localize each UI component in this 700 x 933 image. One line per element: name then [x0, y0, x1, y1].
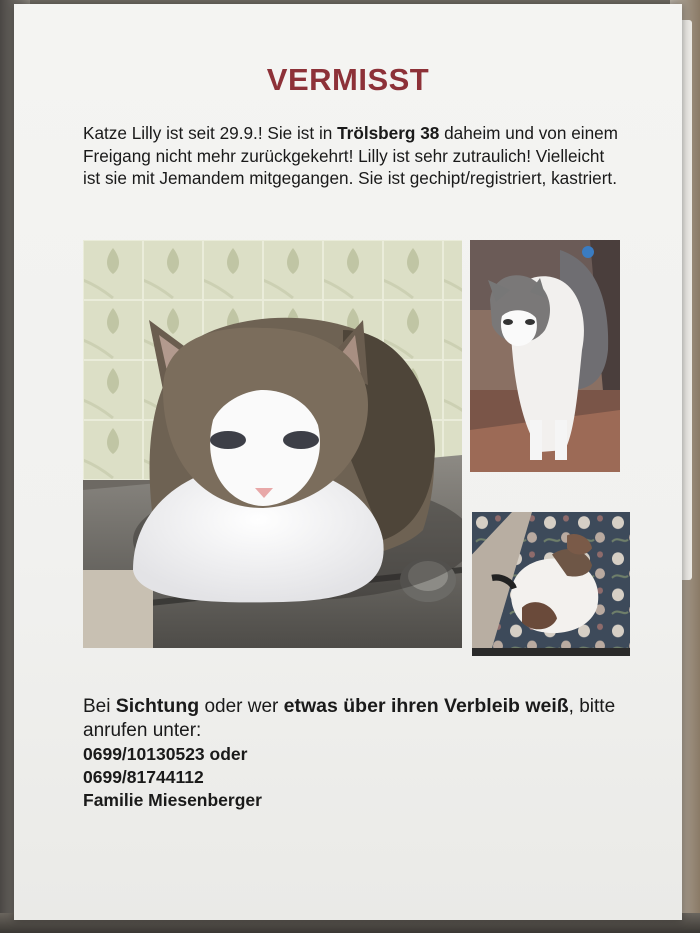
- contact-middle: oder wer: [199, 696, 284, 717]
- intro-part-1: Katze Lilly ist seit 29.9.! Sie ist in: [83, 123, 338, 143]
- intro-address: Trölsberg 38: [337, 123, 440, 143]
- intro-text: [83, 122, 623, 190]
- contact-knowledge: etwas über ihren Verbleib weiß: [283, 695, 569, 717]
- family-name: Familie Miesenberger: [83, 790, 262, 810]
- contact-lead: Bei: [83, 696, 116, 717]
- phone-number-2: 0699/81744112: [83, 767, 204, 787]
- cat-photo-main: [83, 240, 462, 648]
- missing-cat-flyer: [14, 4, 682, 920]
- contact-section: [83, 694, 643, 812]
- cat-photo-lying: [472, 512, 630, 656]
- contact-tail: , bitte anrufen unter:: [83, 696, 616, 741]
- phone-number-1: 0699/10130523 oder: [83, 744, 248, 764]
- contact-sighting: Sichtung: [115, 695, 200, 717]
- flyer-title: VERMISST: [266, 62, 430, 97]
- intro-part-2: daheim und von einem Freigang nicht mehr zurückgekehrt! Lilly ist sehr zutraulich! Vielleicht ist sie mit Jemandem mitgegangen. Sie ist gechipt/registriert, kastriert.: [83, 123, 619, 188]
- cat-photo-standing: [470, 240, 620, 472]
